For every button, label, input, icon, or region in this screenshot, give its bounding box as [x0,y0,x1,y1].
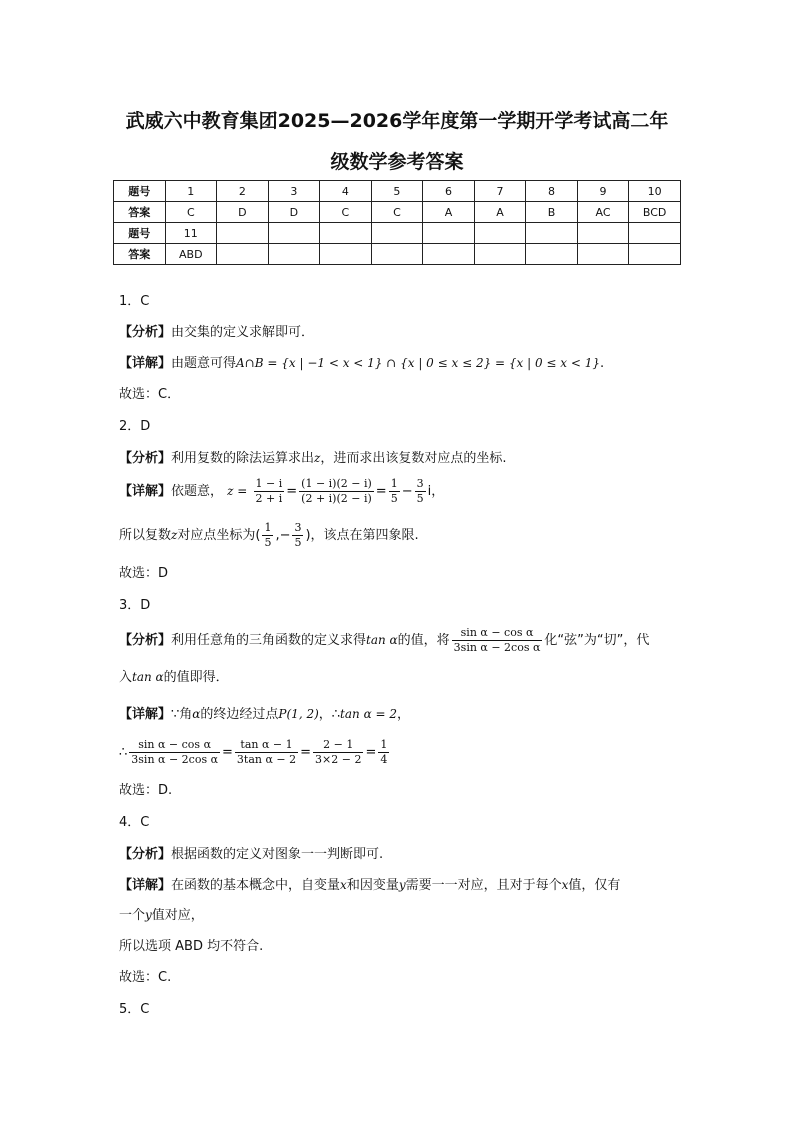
table-cell: A [423,202,475,223]
table-cell [526,223,578,244]
table-cell: C [371,202,423,223]
answer-number-3: 3．D [119,598,151,613]
detail-text: . [600,356,605,371]
table-cell [217,223,269,244]
table-cell: ABD [165,244,217,265]
analysis-2 [119,449,507,468]
table-cell: BCD [629,202,681,223]
table-row [114,223,681,244]
page-title-line-2: 级数学参考答案 [330,151,464,173]
answer-number-5: 5．C [119,1002,150,1017]
table-cell [268,223,320,244]
table-cell [320,223,372,244]
coordinate-line-2: 所以复数z对应点坐标为( $\frac{1}{5}$ ,− $\frac{3}{5}$ )，该点在第四象限. [119,521,419,549]
table-cell: 8 [526,181,578,202]
detail-tag: 【详解】 [119,484,172,499]
analysis-1 [119,324,314,342]
table-cell [526,244,578,265]
table-cell: 4 [320,181,372,202]
analysis-tag: 【分析】 [119,451,172,466]
fraction: $\frac{2 - 1}{3\times 2 - 2}$ [315,738,362,766]
table-cell: D [217,202,269,223]
table-cell [217,244,269,265]
answer-number-4: 4．C [119,815,150,830]
detail-tag: 【详解】 [119,878,172,893]
table-cell: 2 [217,181,269,202]
table-cell [474,223,526,244]
table-cell: D [268,202,320,223]
fraction: $\frac{3}{5}$ [416,477,424,505]
table-cell: C [320,202,372,223]
table-cell: 6 [423,181,475,202]
table-cell: B [526,202,578,223]
analysis-tag: 【分析】 [119,633,172,648]
detail-text: 依题意， [171,484,224,499]
detail-text: i， [427,484,445,499]
table-header-cell: 答案 [114,202,166,223]
table-cell: 7 [474,181,526,202]
detail-4-continued: 一个y值对应， [119,908,204,923]
table-row [114,202,681,223]
math-variable: z = [227,484,248,498]
table-cell: 5 [371,181,423,202]
table-cell [371,244,423,265]
table-cell [577,223,629,244]
table-header-cell: 题号 [114,181,166,202]
fraction: $\frac{1}{5}$ [264,521,272,549]
analysis-tag: 【分析】 [119,847,172,862]
analysis-tag: 【分析】 [119,325,172,340]
table-cell: 9 [577,181,629,202]
detail-text: 由题意可得 [171,356,237,371]
table-cell [371,223,423,244]
choice-2: 故选：D [119,566,169,581]
table-row [114,244,681,265]
answer-number-2: 2．D [119,419,151,434]
table-cell: A [474,202,526,223]
analysis-text: ，进而求出该复数对应点的坐标. [320,451,507,466]
table-cell: 3 [268,181,320,202]
summary-4: 所以选项 ABD 均不符合. [119,939,264,954]
analysis-3: 【分析】利用任意角的三角函数的定义求得tan α的值，将 $\frac{\text{sin α − cos α}}{\text{3sin α − 2cos α}}$ 化“弦”为“切”，代 [119,626,650,654]
table-cell [268,244,320,265]
table-row [114,181,681,202]
math-expression: A∩B = {x | −1 < x < 1} ∩ {x | 0 ≤ x ≤ 2} = {x | 0 ≤ x < 1} [236,356,601,370]
fraction: $\frac{\text{sin α − cos α}}{\text{3sin α − 2cos α}}$ [453,626,541,654]
math-variable: z [314,451,321,465]
table-cell [423,244,475,265]
choice-4: 故选：C. [119,970,172,985]
table-cell: 1 [165,181,217,202]
fraction: $\frac{\text{tan α − 1}}{\text{3tan α − 2}}$ [236,738,297,766]
table-header-cell: 题号 [114,223,166,244]
detail-2: 【详解】依题意， z = $\frac{1 - i}{2 + i}$ = $\frac{(1 - i)(2 - i)}{(2 + i)(2 - i)}$ = $\frac{1}{5}$ − $\frac{3}{5}$ i， [119,477,445,505]
detail-1 [119,354,604,373]
table-cell: 10 [629,181,681,202]
fraction: $\frac{1 - i}{2 + i}$ [255,477,283,505]
table-cell: 11 [165,223,217,244]
answer-number-1: 1．C [119,294,150,309]
detail-tag: 【详解】 [119,707,172,722]
table-header-cell: 答案 [114,244,166,265]
fraction: $\frac{(1 - i)(2 - i)}{(2 + i)(2 - i)}$ [301,477,372,505]
fraction: $\frac{1}{5}$ [390,477,398,505]
choice-1: 故选：C． [119,387,181,402]
answer-table [113,180,681,265]
table-cell: C [165,202,217,223]
table-cell: AC [577,202,629,223]
fraction: $\frac{\text{sin α − cos α}}{\text{3sin α − 2cos α}}$ [131,738,219,766]
analysis-3-continued: 入tan α的值即得． [119,670,229,685]
table-cell [423,223,475,244]
detail-3: 【详解】∵角α的终边经过点P(1, 2)，∴tan α = 2， [119,707,411,722]
fraction: $\frac{1}{4}$ [380,738,388,766]
analysis-4: 【分析】根据函数的定义对图象一一判断即可. [119,847,384,862]
detail-4: 【详解】在函数的基本概念中，自变量x和因变量y需要一一对应，且对于每个x值，仅有 [119,878,621,893]
table-cell [320,244,372,265]
table-cell [629,223,681,244]
table-cell [577,244,629,265]
table-cell [474,244,526,265]
fraction: $\frac{3}{5}$ [294,521,302,549]
choice-3: 故选：D. [119,783,173,798]
equation-3: ∴ $\frac{\text{sin α − cos α}}{\text{3sin α − 2cos α}}$ = $\frac{\text{tan α − 1}}{\text{3tan α − 2}}$ = $\frac{2 - 1}{3\times 2 - 2}$ = $\frac{1}{4}$ [119,738,388,766]
page-title-line-1: 武威六中教育集团2025—2026学年度第一学期开学考试高二年 [125,110,669,132]
detail-tag: 【详解】 [119,356,172,371]
analysis-text: 由交集的定义求解即可． [171,325,315,340]
analysis-text: 利用复数的除法运算求出 [171,451,315,466]
table-cell [629,244,681,265]
